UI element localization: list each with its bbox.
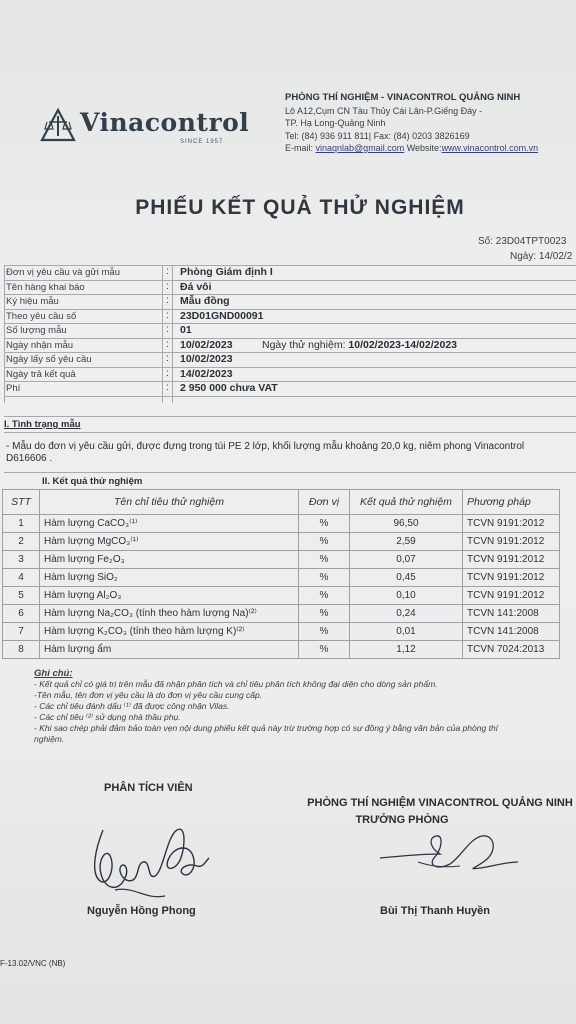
note-line: - Các chỉ tiêu đánh dấu ⁽¹⁾ đã được công nhận Vilas.: [34, 701, 230, 711]
info-value: Đá vôi: [180, 280, 212, 293]
row-stt: 6: [3, 605, 40, 623]
row-method: TCVN 9191:2012: [463, 551, 560, 569]
email-link[interactable]: vinaqnlab@gmail.com: [315, 143, 405, 153]
row-result: 0,10: [350, 587, 463, 605]
row-indicator: Hàm lượng Fe₂O₃: [40, 551, 299, 569]
test-date-value: 10/02/2023-14/02/2023: [348, 338, 458, 351]
info-row: [4, 310, 576, 325]
document-date: Ngày: 14/02/2: [510, 251, 573, 262]
row-unit: %: [299, 515, 350, 533]
row-unit: %: [299, 641, 350, 659]
section-divider: [4, 432, 576, 433]
info-colon: :: [166, 338, 169, 350]
section-divider: [4, 416, 576, 417]
analyst-signature: [85, 800, 225, 910]
row-unit: %: [299, 587, 350, 605]
sample-condition-heading: I. Tình trạng mẫu: [4, 419, 81, 430]
table-row: [3, 515, 560, 533]
scales-emblem-icon: [40, 108, 76, 142]
row-method: TCVN 9191:2012: [463, 515, 560, 533]
col-header-unit: Đơn vị: [299, 490, 350, 515]
row-indicator: Hàm lượng Na₂CO₃ (tính theo hàm lượng Na)⁽²⁾: [40, 605, 299, 623]
website-label: Website:: [404, 143, 442, 153]
row-result: 0,24: [350, 605, 463, 623]
note-line: nghiệm.: [34, 734, 65, 744]
note-line: - Khi sao chép phải đảm bảo toàn vẹn nội dung phiếu kết quả này trừ trường hợp có sự đồng ý bằng văn bản của phòng thí: [34, 723, 499, 733]
col-header-indicator: Tên chỉ tiêu thử nghiệm: [40, 490, 299, 515]
row-indicator: Hàm lượng K₂CO₃ (tính theo hàm lượng K)⁽²⁾: [40, 623, 299, 641]
notes-heading: Ghi chú:: [34, 668, 73, 679]
info-label: Ngày nhận mẫu: [6, 339, 74, 351]
row-method: TCVN 9191:2012: [463, 569, 560, 587]
col-header-method: Phương pháp: [463, 490, 560, 515]
table-row: [3, 605, 560, 623]
info-value: 01: [180, 324, 192, 336]
info-value: Phòng Giám định I: [180, 266, 273, 278]
info-row: [4, 353, 576, 368]
info-value: 10/02/2023: [180, 338, 233, 351]
row-method: TCVN 7024:2013: [463, 641, 560, 659]
lab-tel-fax: Tel: (84) 936 911 811| Fax: (84) 0203 3826169: [285, 130, 470, 141]
info-colon: :: [166, 324, 169, 335]
info-colon: :: [166, 382, 169, 393]
info-row: [4, 368, 576, 383]
notes-block: [34, 668, 498, 745]
row-indicator: Hàm lượng MgCO₃⁽¹⁾: [40, 533, 299, 551]
analyst-title: PHÂN TÍCH VIÊN: [104, 782, 193, 794]
website-link[interactable]: www.vinacontrol.com.vn: [441, 143, 539, 153]
logo-wordmark: Vinacontrol: [80, 108, 250, 137]
row-result: 1,12: [350, 641, 463, 659]
info-label: Theo yêu cầu số: [6, 310, 77, 322]
sample-condition-seal: D616606 .: [6, 453, 53, 464]
row-result: 2,59: [350, 533, 463, 551]
email-label: E-mail:: [285, 143, 316, 153]
info-label: Đơn vị yêu cầu và gửi mẫu: [6, 267, 120, 278]
test-date: [262, 339, 457, 351]
document-title: PHIẾU KẾT QUẢ THỬ NGHIỆM: [135, 196, 465, 219]
row-method: TCVN 141:2008: [463, 605, 560, 623]
note-line: - Kết quả chỉ có giá trị trên mẫu đã nhận phân tích và chỉ tiêu phân tích không đại diện cho dòng sản phẩm.: [34, 679, 438, 689]
table-row: [3, 641, 560, 659]
test-results-table: [2, 489, 560, 659]
row-unit: %: [299, 533, 350, 551]
row-indicator: Hàm lượng CaCO₃⁽¹⁾: [40, 515, 299, 533]
row-indicator: Hàm lượng SiO₂: [40, 569, 299, 587]
info-label: Ngày lấy số yêu cầu: [6, 354, 92, 365]
info-row: [4, 324, 576, 339]
vinacontrol-logo: [40, 106, 250, 150]
head-of-lab-signature: [370, 818, 530, 888]
row-stt: 4: [3, 569, 40, 587]
table-row: [3, 551, 560, 569]
head-of-lab-title: TRƯỞNG PHÒNG: [355, 814, 449, 826]
head-of-lab-name: Bùi Thị Thanh Huyền: [380, 905, 490, 917]
lab-name: PHÒNG THÍ NGHIỆM - VINACONTROL QUẢNG NINH: [285, 92, 521, 103]
col-header-stt: STT: [3, 490, 40, 515]
row-unit: %: [299, 605, 350, 623]
row-result: 0,07: [350, 551, 463, 569]
row-method: TCVN 141:2008: [463, 623, 560, 641]
info-colon: :: [166, 309, 169, 321]
table-row: [3, 587, 560, 605]
analyst-name: Nguyễn Hồng Phong: [87, 905, 196, 917]
info-colon: :: [166, 295, 169, 306]
document-number: Số: 23D04TPT0023: [478, 236, 567, 247]
lab-contact-block: [285, 92, 538, 155]
info-value: 10/02/2023: [180, 353, 233, 365]
row-result: 0,01: [350, 623, 463, 641]
note-line: - Các chỉ tiêu ⁽²⁾ sử dụng nhà thầu phụ.: [34, 712, 181, 722]
info-row: [4, 281, 576, 296]
info-colon: :: [166, 280, 169, 292]
row-unit: %: [299, 551, 350, 569]
info-table-border: [4, 265, 5, 403]
test-results-heading: II. Kết quả thử nghiệm: [42, 476, 143, 487]
lab-signatory-title: PHÒNG THÍ NGHIỆM VINACONTROL QUẢNG NINH: [307, 797, 573, 809]
row-stt: 7: [3, 623, 40, 641]
col-header-result: Kết quả thử nghiệm: [350, 490, 463, 515]
info-colon: :: [166, 353, 169, 364]
lab-address-line2: TP. Hạ Long-Quảng Ninh: [285, 118, 386, 128]
info-value: 14/02/2023: [180, 367, 233, 380]
info-value: 23D01GND00091: [180, 309, 264, 322]
sample-condition-text: - Mẫu do đơn vị yêu cầu gửi, được đựng trong túi PE 2 lớp, khối lượng mẫu khoảng 20,0 kg, niêm phong Vinacontrol: [6, 441, 525, 452]
row-result: 0,45: [350, 569, 463, 587]
form-code: F-13.02/VNC (NB): [0, 959, 66, 968]
info-value: Mẫu đồng: [180, 295, 230, 307]
row-unit: %: [299, 569, 350, 587]
info-value: 2 950 000 chưa VAT: [180, 382, 278, 394]
row-indicator: Hàm lượng ẩm: [40, 641, 299, 659]
info-colon: :: [166, 367, 169, 379]
info-row: [4, 295, 576, 310]
row-stt: 2: [3, 533, 40, 551]
row-stt: 1: [3, 515, 40, 533]
info-row: [4, 265, 576, 281]
lab-address-line1: Lô A12,Cụm CN Tàu Thủy Cái Lân-P.Giếng Đáy -: [285, 105, 483, 116]
info-label: Tên hàng khai báo: [6, 281, 85, 293]
info-label: Số lượng mẫu: [6, 325, 67, 336]
info-label: Phí: [6, 383, 21, 394]
row-stt: 8: [3, 641, 40, 659]
info-label: Ngày trả kết quả: [6, 368, 76, 380]
lab-email-website: [285, 142, 538, 155]
row-unit: %: [299, 623, 350, 641]
test-date-label: Ngày thử nghiệm:: [262, 338, 349, 351]
info-table-divider: [172, 265, 173, 403]
row-result: 96,50: [350, 515, 463, 533]
row-indicator: Hàm lượng Al₂O₃: [40, 587, 299, 605]
row-stt: 5: [3, 587, 40, 605]
info-row: [4, 382, 576, 397]
row-method: TCVN 9191:2012: [463, 533, 560, 551]
info-row: [4, 339, 576, 354]
info-label: Ký hiệu mẫu: [6, 296, 59, 307]
table-row: [3, 623, 560, 641]
sample-info-table: [4, 265, 576, 397]
table-row: [3, 533, 560, 551]
row-method: TCVN 9191:2012: [463, 587, 560, 605]
table-row: [3, 569, 560, 587]
logo-since: SINCE 1957: [180, 139, 224, 145]
info-table-divider: [162, 265, 163, 403]
note-line: -Tên mẫu, tên đơn vị yêu cầu là do đơn vị yêu cầu cung cấp.: [34, 690, 263, 700]
info-colon: :: [166, 266, 169, 277]
row-stt: 3: [3, 551, 40, 569]
section-divider: [4, 472, 576, 473]
table-header-row: [3, 490, 560, 515]
